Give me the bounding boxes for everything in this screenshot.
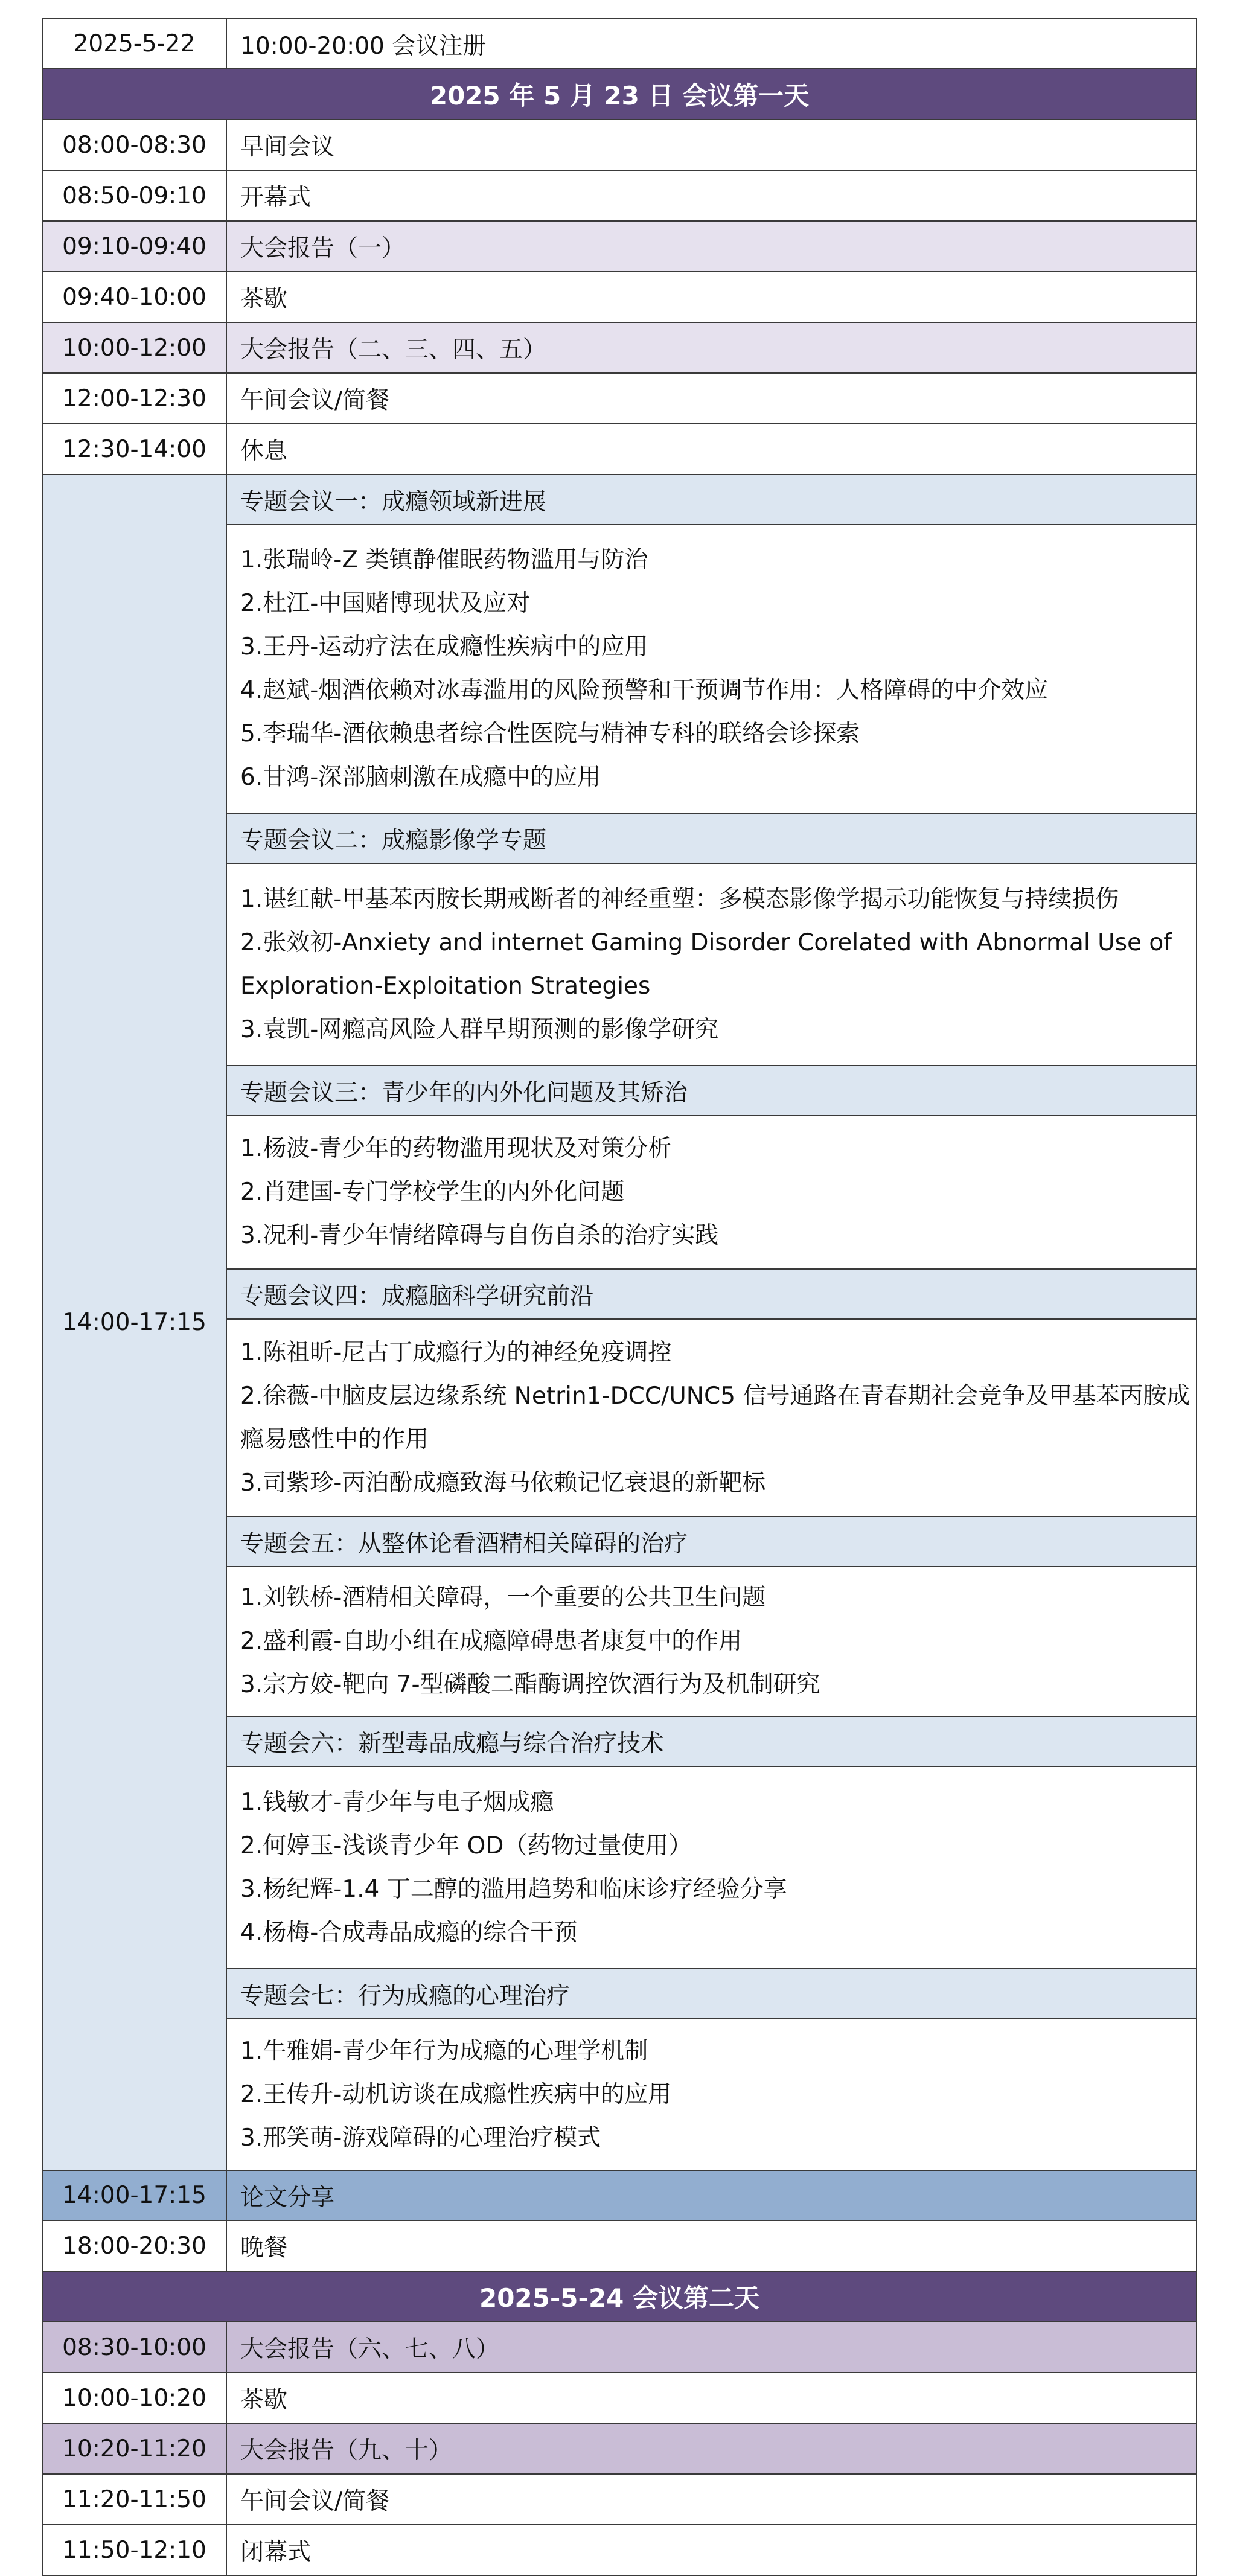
time-cell: 10:00-12:00: [42, 322, 226, 373]
content-cell: 早间会议: [226, 120, 1197, 170]
talk-item: 6.甘鸿-深部脑刺激在成瘾中的应用: [240, 764, 601, 791]
schedule-row: [42, 424, 1197, 475]
day-header: [42, 69, 1197, 120]
schedule-row: [42, 2525, 1197, 2575]
schedule-row: [42, 2220, 1197, 2271]
content-cell: 午间会议/简餐: [226, 373, 1197, 424]
talk-item: 1.刘铁桥-酒精相关障碍，一个重要的公共卫生问题: [240, 1584, 766, 1611]
time-cell: 11:20-11:50: [42, 2474, 226, 2525]
session-talks: [226, 863, 1197, 1066]
session-talks: [226, 1319, 1197, 1517]
content-cell: 休息: [226, 424, 1197, 475]
session-title: 专题会议一：成瘾领域新进展: [226, 475, 1197, 525]
schedule-row: [42, 373, 1197, 424]
day1-header-title: 2025 年 5 月 23 日 会议第一天: [42, 69, 1197, 120]
schedule-row: [42, 170, 1197, 221]
schedule-row: [42, 2373, 1197, 2423]
talk-item: 1.谌红献-甲基苯丙胺长期戒断者的神经重塑：多模态影像学揭示功能恢复与持续损伤: [240, 885, 1119, 913]
session-title-row: [42, 475, 1197, 525]
time-cell: 10:20-11:20: [42, 2423, 226, 2474]
session-title: 专题会七：行为成瘾的心理治疗: [226, 1969, 1197, 2019]
talk-item: 3.况利-青少年情绪障碍与自伤自杀的治疗实践: [240, 1222, 719, 1249]
session-talks: [226, 1116, 1197, 1269]
time-cell: 08:30-10:00: [42, 2322, 226, 2373]
schedule-row: [42, 2423, 1197, 2474]
time-cell: 18:00-20:30: [42, 2220, 226, 2271]
talk-item: 1.陈祖昕-尼古丁成瘾行为的神经免疫调控: [240, 1338, 672, 1366]
time-cell: 11:50-12:10: [42, 2525, 226, 2575]
schedule-row: [42, 2170, 1197, 2220]
talk-item: 1.牛雅娟-青少年行为成瘾的心理学机制: [240, 2037, 648, 2065]
content-cell: 闭幕式: [226, 2525, 1197, 2575]
schedule-table: [42, 18, 1197, 2576]
schedule-row: [42, 2474, 1197, 2525]
content-cell: 大会报告（九、十）: [226, 2423, 1197, 2474]
talk-item: 3.袁凯-网瘾高风险人群早期预测的影像学研究: [240, 1015, 719, 1043]
time-cell: 12:30-14:00: [42, 424, 226, 475]
talk-item: 4.赵斌-烟酒依赖对冰毒滥用的风险预警和干预调节作用：人格障碍的中介效应: [240, 677, 1049, 704]
time-cell: 08:00-08:30: [42, 120, 226, 170]
talk-item: 3.杨纪辉-1.4 丁二醇的滥用趋势和临床诊疗经验分享: [240, 1875, 787, 1903]
talk-item: 3.王丹-运动疗法在成瘾性疾病中的应用: [240, 633, 648, 660]
talk-item: 2.肖建国-专门学校学生的内外化问题: [240, 1178, 625, 1206]
content-cell: 午间会议/简餐: [226, 2474, 1197, 2525]
schedule-row: [42, 322, 1197, 373]
session-talks: [226, 1766, 1197, 1969]
schedule-row: [42, 19, 1197, 69]
time-cell: 14:00-17:15: [42, 2170, 226, 2220]
content-cell: 茶歇: [226, 272, 1197, 322]
talk-item: 3.司紫珍-丙泊酚成瘾致海马依赖记忆衰退的新靶标: [240, 1469, 766, 1497]
schedule-row: [42, 221, 1197, 272]
content-cell: 论文分享: [226, 2170, 1197, 2220]
time-cell: 09:10-09:40: [42, 221, 226, 272]
talk-item: 2.王传升-动机访谈在成瘾性疾病中的应用: [240, 2080, 672, 2108]
content-cell: 晚餐: [226, 2220, 1197, 2271]
talk-item: 2.何婷玉-浅谈青少年 OD（药物过量使用）: [240, 1832, 692, 1859]
schedule-row: [42, 272, 1197, 322]
content-cell: 10:00-20:00 会议注册: [226, 19, 1197, 69]
talk-item: 5.李瑞华-酒依赖患者综合性医院与精神专科的联络会诊探索: [240, 720, 860, 747]
content-cell: 大会报告（六、七、八）: [226, 2322, 1197, 2373]
session-title: 专题会六：新型毒品成瘾与综合治疗技术: [226, 1716, 1197, 1766]
talk-item: 2.盛利霞-自助小组在成瘾障碍患者康复中的作用: [240, 1628, 743, 1655]
schedule-row: [42, 120, 1197, 170]
time-cell: 09:40-10:00: [42, 272, 226, 322]
parallel-time-cell: 14:00-17:15: [42, 475, 226, 2170]
talk-item: 1.钱敏才-青少年与电子烟成瘾: [240, 1788, 554, 1816]
time-cell: 12:00-12:30: [42, 373, 226, 424]
session-talks: [226, 1567, 1197, 1716]
content-cell: 大会报告（一）: [226, 221, 1197, 272]
schedule-row: [42, 2322, 1197, 2373]
session-title: 专题会议四：成瘾脑科学研究前沿: [226, 1269, 1197, 1319]
session-title: 专题会五：从整体论看酒精相关障碍的治疗: [226, 1517, 1197, 1567]
talk-item: 2.杜江-中国赌博现状及应对: [240, 590, 531, 617]
time-cell: 10:00-10:20: [42, 2373, 226, 2423]
time-cell: 08:50-09:10: [42, 170, 226, 221]
talk-item: 2.徐薇-中脑皮层边缘系统 Netrin1-DCC/UNC5 信号通路在青春期社会竞争及甲基苯丙胺成瘾易感性中的作用: [240, 1382, 1191, 1453]
session-talks: [226, 525, 1197, 813]
talk-item: 3.宗方姣-靶向 7-型磷酸二酯酶调控饮酒行为及机制研究: [240, 1671, 820, 1698]
session-talks: [226, 2019, 1197, 2170]
session-title: 专题会议二：成瘾影像学专题: [226, 813, 1197, 863]
talk-item: 3.邢笑萌-游戏障碍的心理治疗模式: [240, 2124, 601, 2152]
content-cell: 开幕式: [226, 170, 1197, 221]
talk-item: 2.张效初-Anxiety and internet Gaming Disorder Corelated with Abnormal Use of Exploration-Exploitation Strategies: [240, 928, 1172, 1000]
time-cell: 2025-5-22: [42, 19, 226, 69]
talk-item: 1.杨波-青少年的药物滥用现状及对策分析: [240, 1135, 672, 1162]
talk-item: 4.杨梅-合成毒品成瘾的综合干预: [240, 1919, 578, 1946]
content-cell: 大会报告（二、三、四、五）: [226, 322, 1197, 373]
day-header: [42, 2271, 1197, 2322]
talk-item: 1.张瑞岭-Z 类镇静催眠药物滥用与防治: [240, 546, 648, 574]
session-title: 专题会议三：青少年的内外化问题及其矫治: [226, 1066, 1197, 1116]
day2-header-title: 2025-5-24 会议第二天: [42, 2271, 1197, 2322]
content-cell: 茶歇: [226, 2373, 1197, 2423]
